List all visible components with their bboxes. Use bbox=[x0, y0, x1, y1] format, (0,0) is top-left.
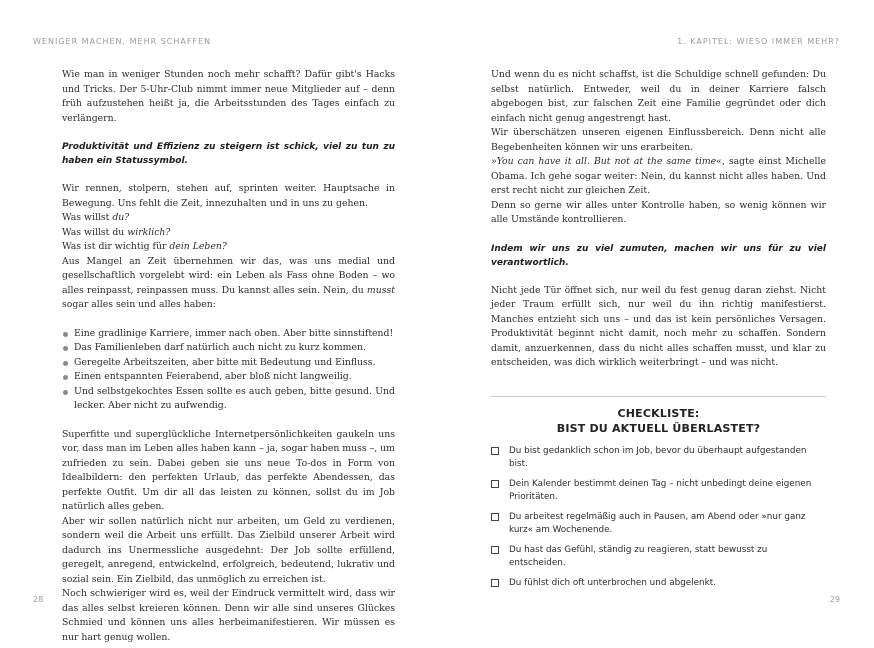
checklist-item: Du fühlst dich oft unterbrochen und abgelenkt. bbox=[491, 577, 821, 590]
question-1: Was willst du? bbox=[62, 212, 130, 223]
page-number-right: 29 bbox=[829, 595, 840, 604]
paragraph-kontrolle: Denn so gerne wir alles unter Kontrolle haben, so wenig können wir alle Umstände kontrollieren. bbox=[491, 199, 826, 225]
paragraph-internet: Superfitte und superglückliche Internetpersönlichkeiten gaukeln uns vor, dass man im Leben alles haben kann – ja, sogar haben muss –, um zufrieden zu sein. Dabei geben sie uns neue To-dos in Form von Idealbildern: den perfekten Urlaub, das perfekte Abendessen, das perfekte Outfit. Um dir all das leisten zu können, sollst du im Job natürlich alles geben. bbox=[62, 428, 395, 512]
paragraph-tuer: Nicht jede Tür öffnet sich, nur weil du fest genug daran ziehst. Nicht jeder Traum erfüllt sich, nur weil du ihn richtig manifestierst. Manches entzieht sich uns – und das ist kein persönliches Versagen. Produktivität beginnt nicht damit, noch mehr zu schaffen. Sondern damit, anzuerkennen, dass du nicht alles schaffen musst, und klar zu entscheiden, was dich wirklich weiterbringt – und was nicht. bbox=[491, 284, 826, 368]
list-item: Das Familienleben darf natürlich auch nicht zu kurz kommen. bbox=[62, 341, 395, 356]
running-head-left: WENIGER MACHEN, MEHR SCHAFFEN bbox=[33, 37, 212, 46]
paragraph-schwieriger: Noch schwieriger wird es, weil der Eindruck vermittelt wird, dass wir das alles selbst kreieren können. Denn wir alle sind unseres Glückes Schmied und können uns alles herbeimanifestieren. Wir müssen es nur hart genug wollen. bbox=[62, 588, 395, 643]
left-body-text bbox=[62, 68, 395, 645]
question-2: Was willst du wirklich? bbox=[62, 226, 171, 238]
pull-quote-right: Indem wir uns zu viel zumuten, machen wir uns für zu viel verantwortlich. bbox=[491, 243, 826, 268]
list-item: Geregelte Arbeitszeiten, aber bitte mit Bedeutung und Einfluss. bbox=[62, 356, 395, 371]
checkbox-icon bbox=[491, 546, 499, 554]
paragraph-arbeit: Aber wir sollen natürlich nicht nur arbeiten, um Geld zu verdienen, sondern weil die Arbeit uns erfüllt. Das Zielbild unserer Arbeit wird dadurch ins Unermessliche ausgedehnt: Der Job sollte erfüllend, geregelt, anregend, entwickelnd, erfolgreich, bedeutend, lukrativ und sozial sein. Ein Zielbild, das unmöglich zu erreichen ist. bbox=[62, 515, 395, 585]
paragraph-rennen: Wir rennen, stolpern, stehen auf, sprinten weiter. Hauptsache in Bewegung. Uns fehlt die Zeit, innezuhalten und in uns zu gehen. bbox=[62, 183, 395, 209]
paragraph-obama: »You can have it all. But not at the same time«, sagte einst Michelle Obama. Ich gehe sogar weiter: Nein, du kannst nicht alles haben. Und erst recht nicht zur gleichen Zeit. bbox=[491, 156, 826, 196]
paragraph-einfluss: Wir überschätzen unseren eigenen Einflussbereich. Denn nicht alle Begebenheiten können wir uns erarbeiten. bbox=[491, 127, 826, 153]
checkbox-icon bbox=[491, 579, 499, 587]
list-item: Einen entspannten Feierabend, aber bloß nicht langweilig. bbox=[62, 370, 395, 385]
checkbox-icon bbox=[491, 447, 499, 455]
list-item: Eine gradlinige Karriere, immer nach oben. Aber bitte sinnstiftend! bbox=[62, 327, 395, 342]
right-page bbox=[437, 0, 874, 648]
pull-quote-left: Produktivität und Effizienz zu steigern ist schick, viel zu tun zu haben ein Statussymbol. bbox=[62, 142, 395, 166]
paragraph-mangel: Aus Mangel an Zeit übernehmen wir das, was uns medial und gesellschaftlich vorgelebt wird: ein Leben als Fass ohne Boden – wo alles reinpasst, reinpassen muss. Du kannst alles sein. Nein, du musst sogar alles sein und alles haben: bbox=[62, 255, 395, 310]
bullet-list bbox=[62, 327, 395, 414]
right-body-text bbox=[491, 68, 826, 371]
intro-paragraph: Wie man in weniger Stunden noch mehr schafft? Dafür gibt's Hacks und Tricks. Der 5-Uhr-Club nimmt immer neue Mitglieder auf – denn früh aufzustehen heißt ja, die Arbeitsstunden des Tages einfach zu verlängern. bbox=[62, 69, 395, 124]
checklist-title bbox=[491, 406, 826, 436]
paragraph-schuldige: Und wenn du es nicht schaffst, ist die Schuldige schnell gefunden: Du selbst natürlich. Entweder, weil du in deiner Karriere falsch abgebogen bist, zur falschen Zeit eine Familie gegründet oder dich einfach nicht genug angestrengt hast. bbox=[491, 69, 826, 124]
section-divider bbox=[491, 396, 826, 397]
list-item: Und selbstgekochtes Essen sollte es auch geben, bitte gesund. Und lecker. Aber nicht zu aufwendig. bbox=[62, 385, 395, 414]
checklist-item: Du hast das Gefühl, ständig zu reagieren, statt bewusst zu entscheiden. bbox=[491, 544, 821, 570]
checklist-item: Du arbeitest regelmäßig auch in Pausen, am Abend oder »nur ganz kurz« am Wochenende. bbox=[491, 511, 821, 537]
checklist-item: Dein Kalender bestimmt deinen Tag – nicht unbedingt deine eigenen Prioritäten. bbox=[491, 478, 821, 504]
checklist-title-line-1: CHECKLISTE: bbox=[617, 407, 700, 420]
checklist-title-line-2: BIST DU AKTUELL ÜBERLASTET? bbox=[556, 422, 761, 435]
checkbox-icon bbox=[491, 513, 499, 521]
checklist-item: Du bist gedanklich schon im Job, bevor du überhaupt aufgestanden bist. bbox=[491, 445, 821, 471]
question-3: Was ist dir wichtig für dein Leben? bbox=[62, 241, 227, 252]
checkbox-icon bbox=[491, 480, 499, 488]
page-number-left: 28 bbox=[33, 595, 44, 604]
checklist bbox=[491, 445, 821, 597]
running-head-right: 1. KAPITEL: WIESO IMMER MEHR? bbox=[677, 37, 840, 46]
